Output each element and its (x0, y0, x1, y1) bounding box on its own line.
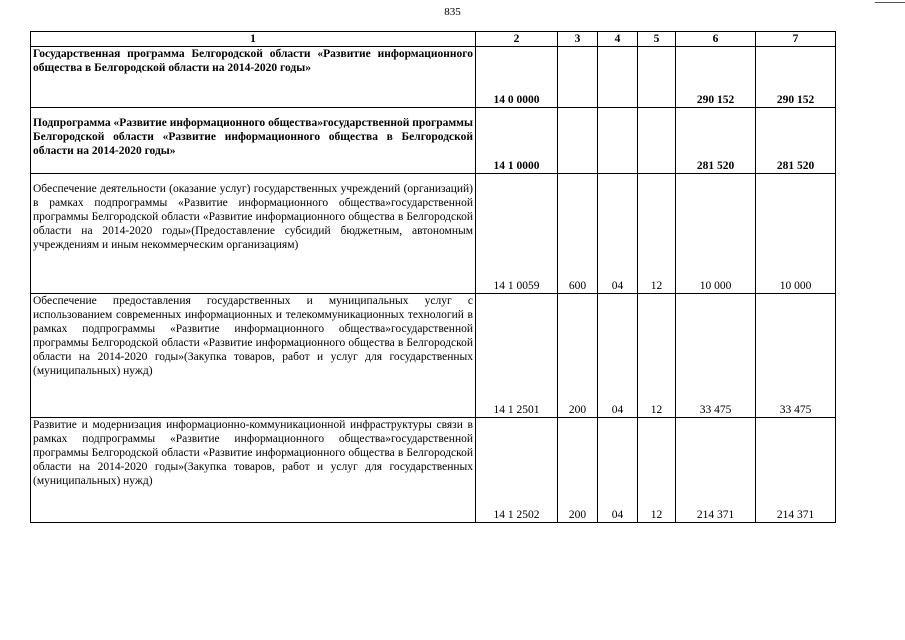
row-name: Развитие и модернизация информационно-коммуникационной инфраструктуры связи в рамках подпрограммы «Развитие информационного общества»государственной программы Белгородской области «Развитие информационного общества в Белгородской области на 2014-2020 годы»(Закупка товаров, работ и услуг для государственных (муниципальных) нужд) (31, 418, 476, 523)
header-col-3: 3 (558, 32, 598, 47)
row-col-5: 12 (638, 174, 676, 294)
row-col-5 (638, 108, 676, 174)
table-row (31, 108, 836, 174)
header-col-4: 4 (598, 32, 638, 47)
row-name: Подпрограмма «Развитие информационного общества»государственной программы Белгородской области «Развитие информационного общества в Белгородской области на 2014-2020 годы» (31, 108, 476, 174)
row-col-6: 214 371 (676, 418, 756, 523)
row-name: Государственная программа Белгородской области «Развитие информационного общества в Белгородской области на 2014-2020 годы» (31, 47, 476, 108)
row-name: Обеспечение деятельности (оказание услуг) государственных учреждений (организаций) в рамках подпрограммы «Развитие информационного общества»государственной программы Белгородской области «Развитие информационного общества в Белгородской области на 2014-2020 годы»(Предоставление субсидий бюджетным, автономным учреждениям и иным некоммерческим организациям) (31, 174, 476, 294)
row-name: Обеспечение предоставления государственных и муниципальных услуг с использованием современных информационных и телекоммуникационных технологий в рамках подпрограммы «Развитие информационного общества»государственной программы Белгородской области «Развитие информационного общества в Белгородской области на 2014-2020 годы»(Закупка товаров, работ и услуг для государственных (муниципальных) нужд) (31, 294, 476, 418)
row-code: 14 1 0059 (476, 174, 558, 294)
row-col-7: 10 000 (756, 174, 836, 294)
row-col-6: 281 520 (676, 108, 756, 174)
row-code: 14 1 2501 (476, 294, 558, 418)
row-col-6: 33 475 (676, 294, 756, 418)
row-code: 14 1 2502 (476, 418, 558, 523)
header-col-5: 5 (638, 32, 676, 47)
table-row (31, 47, 836, 108)
scan-corner-mark (875, 2, 905, 3)
page-number: 835 (444, 6, 461, 18)
header-col-6: 6 (676, 32, 756, 47)
row-code: 14 0 0000 (476, 47, 558, 108)
row-col-5: 12 (638, 418, 676, 523)
row-col-7: 290 152 (756, 47, 836, 108)
header-col-1: 1 (31, 32, 476, 47)
row-col-5 (638, 47, 676, 108)
table-row (31, 174, 836, 294)
row-col-3: 600 (558, 174, 598, 294)
row-col-4: 04 (598, 418, 638, 523)
header-col-2: 2 (476, 32, 558, 47)
row-col-4: 04 (598, 294, 638, 418)
row-col-5: 12 (638, 294, 676, 418)
row-col-7: 281 520 (756, 108, 836, 174)
row-col-4 (598, 108, 638, 174)
row-col-3 (558, 108, 598, 174)
header-col-7: 7 (756, 32, 836, 47)
row-col-7: 33 475 (756, 294, 836, 418)
row-col-7: 214 371 (756, 418, 836, 523)
row-col-4 (598, 47, 638, 108)
row-col-4: 04 (598, 174, 638, 294)
row-col-6: 290 152 (676, 47, 756, 108)
budget-table (30, 31, 836, 523)
table-row (31, 294, 836, 418)
row-col-3: 200 (558, 294, 598, 418)
row-code: 14 1 0000 (476, 108, 558, 174)
header-row (31, 32, 836, 47)
row-col-3: 200 (558, 418, 598, 523)
table-row (31, 418, 836, 523)
row-col-3 (558, 47, 598, 108)
row-col-6: 10 000 (676, 174, 756, 294)
